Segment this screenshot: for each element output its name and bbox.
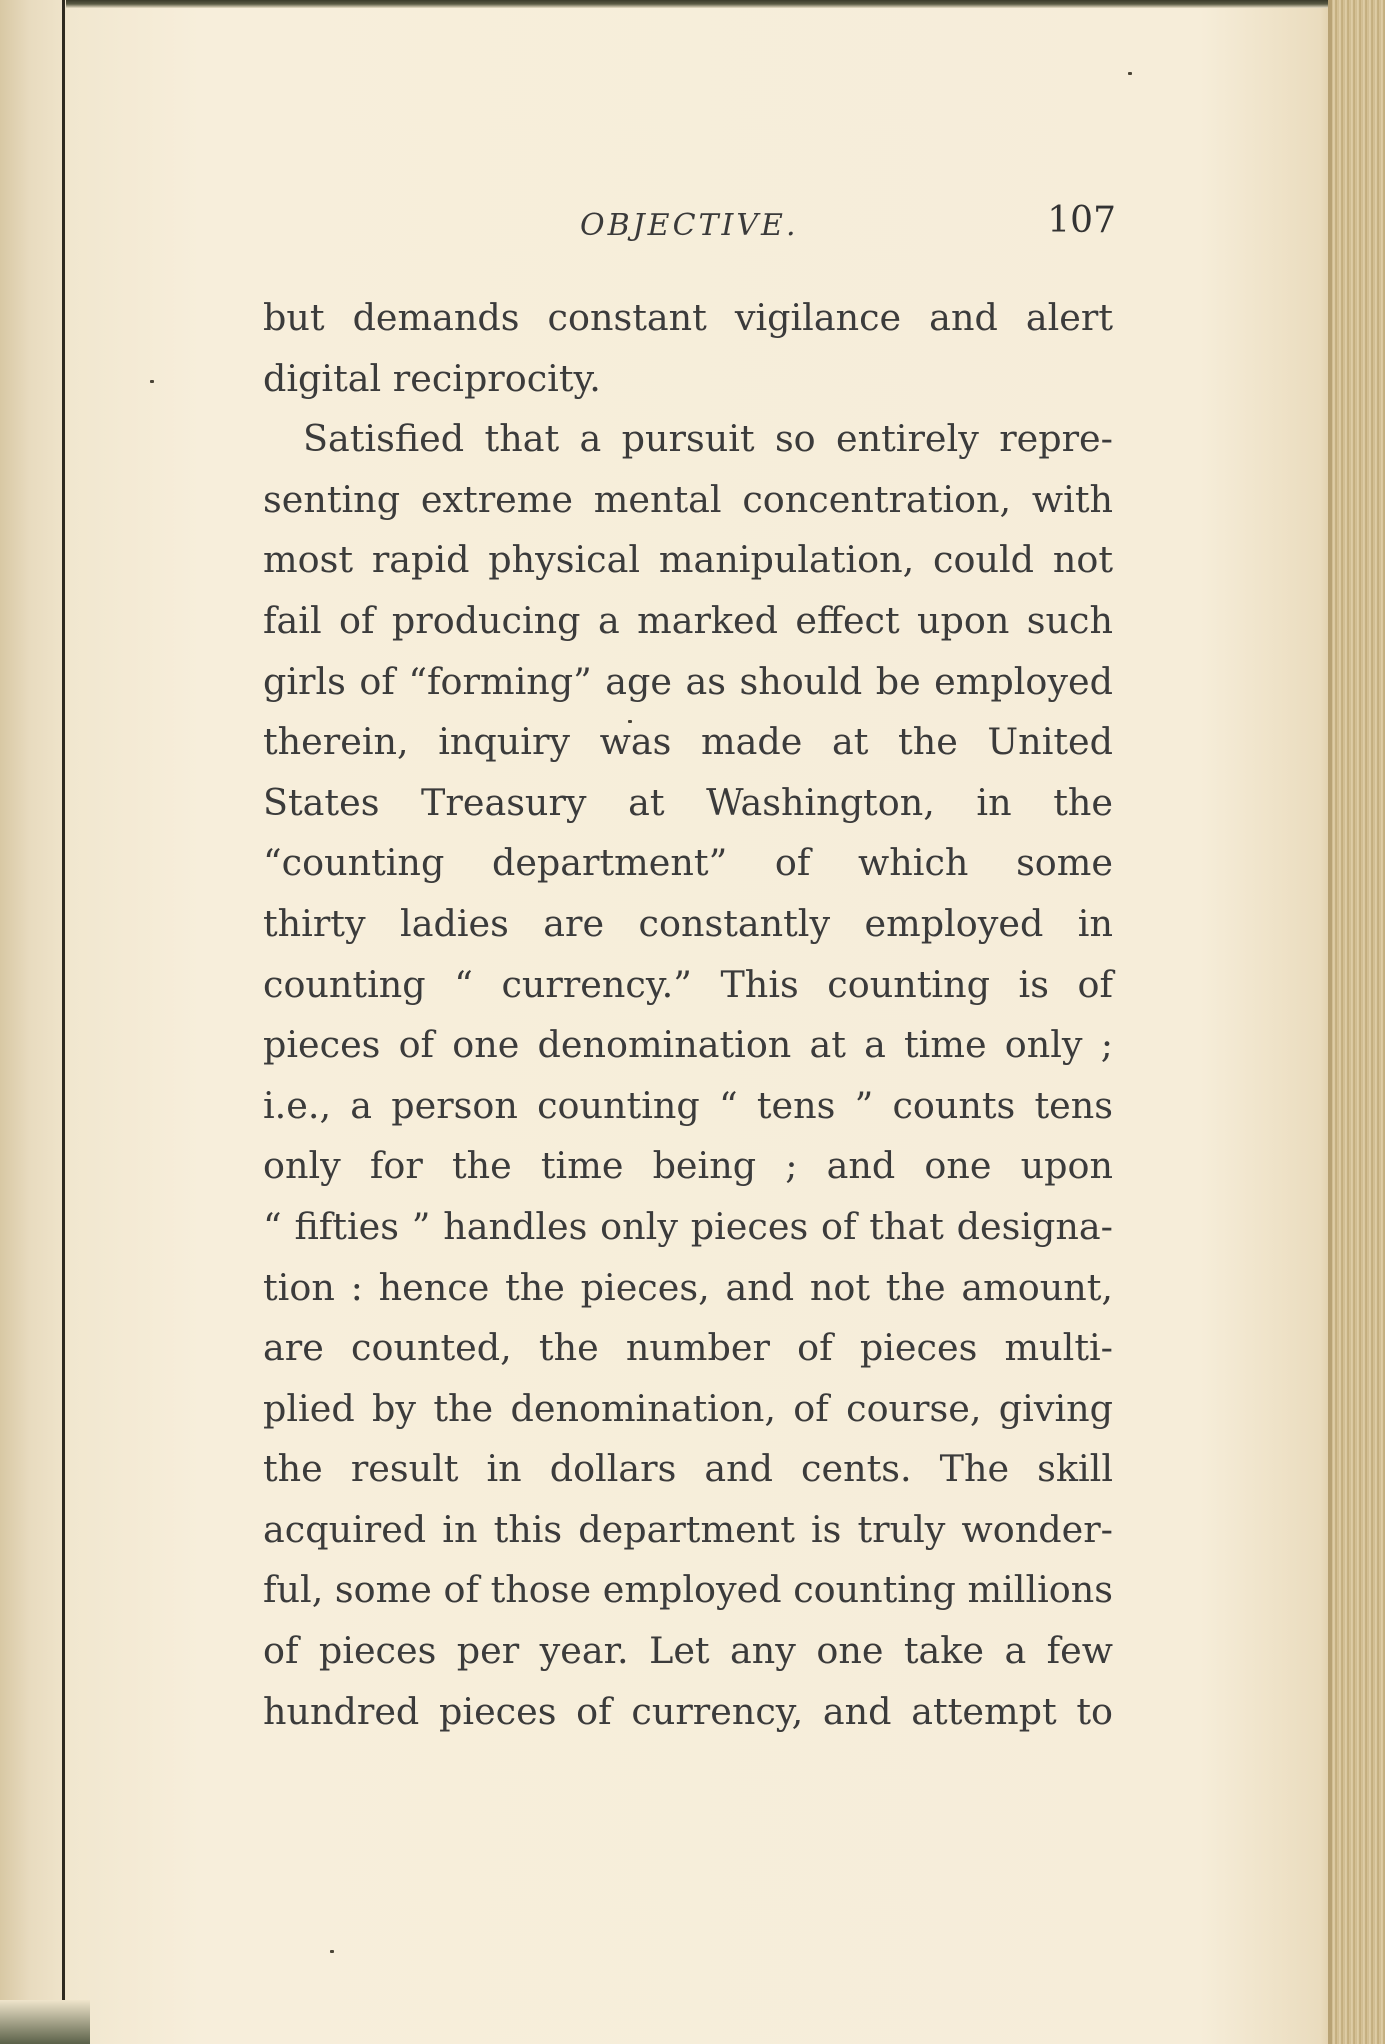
text-line: therein, inquiry was made at the United (263, 720, 1113, 764)
text-line: senting extreme mental concentration, with (263, 477, 1113, 521)
text-line: States Treasury at Washington, in the (263, 780, 1113, 824)
body-text (263, 288, 1113, 1742)
binding-line (62, 0, 65, 2044)
text-line: acquired in this department is truly wonder- (263, 1507, 1113, 1551)
text-line: but demands constant vigilance and alert (263, 296, 1113, 339)
text-line: “counting department” of which some (263, 841, 1113, 885)
text-line: thirty ladies are constantly employed in (263, 901, 1113, 945)
page-number: 107 (1047, 200, 1116, 241)
text-line: tion : hence the pieces, and not the amount, (263, 1265, 1113, 1309)
text-line: of pieces per year. Let any one take a few (263, 1629, 1113, 1673)
page-top-edge (0, 0, 1385, 8)
text-line: hundred pieces of currency, and attempt to (263, 1689, 1113, 1733)
text-line: “ fifties ” handles only pieces of that designa- (263, 1204, 1113, 1248)
text-line: are counted, the number of pieces multi- (263, 1326, 1113, 1370)
text-line: only for the time being ; and one upon (263, 1144, 1113, 1188)
cover-corner (0, 2000, 90, 2044)
text-line: ful, some of those employed counting millions (263, 1568, 1113, 1612)
running-head: OBJECTIVE. (580, 208, 799, 243)
text-line: counting “ currency.” This counting is of (263, 962, 1113, 1006)
page-gutter (0, 0, 66, 2044)
paper-speck (1128, 72, 1132, 75)
paper-speck (150, 380, 154, 383)
text-line: most rapid physical manipulation, could not (263, 538, 1113, 582)
page-header (270, 200, 1116, 260)
text-line: fail of producing a marked effect upon such (263, 598, 1113, 642)
paper-speck (330, 1950, 334, 1953)
text-line: Satisfied that a pursuit so entirely repre- (303, 417, 1113, 461)
text-line: the result in dollars and cents. The skill (263, 1447, 1113, 1491)
text-line: pieces of one denomination at a time only ; (263, 1023, 1113, 1067)
text-line: i.e., a person counting “ tens ” counts tens (263, 1083, 1113, 1127)
text-line: digital reciprocity. (263, 356, 601, 400)
page-stack-edge (1332, 0, 1385, 2044)
text-line: plied by the denomination, of course, giving (263, 1386, 1113, 1430)
text-line: girls of “forming” age as should be employed (263, 659, 1113, 703)
